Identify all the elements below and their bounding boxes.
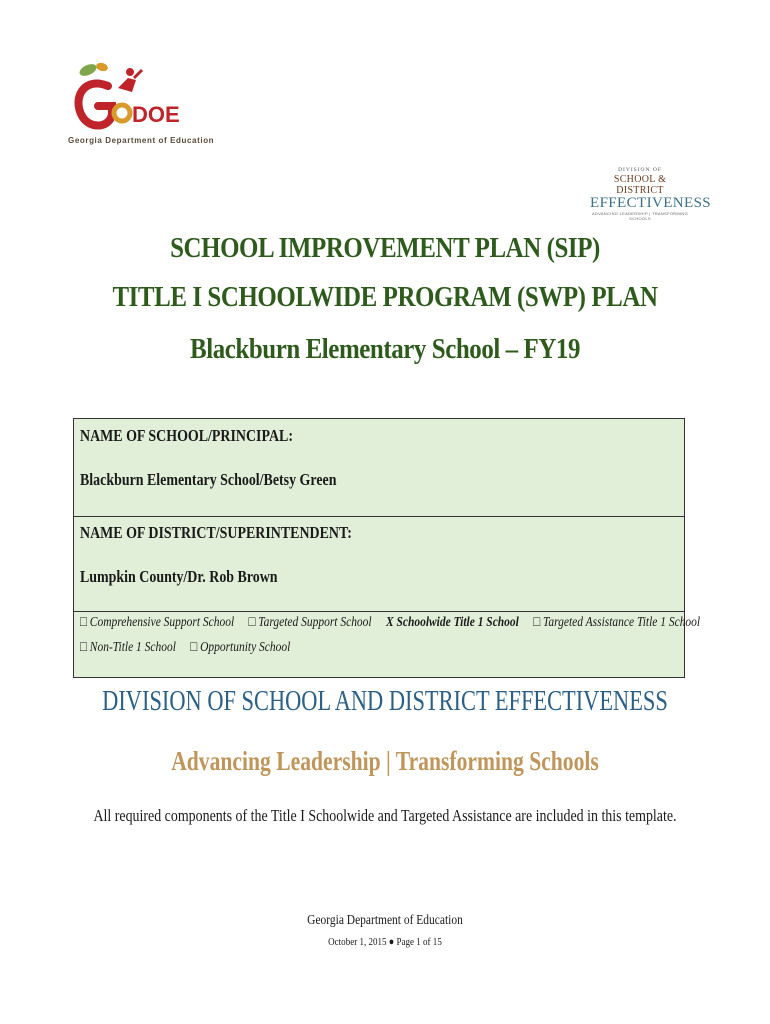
district-row (74, 516, 684, 612)
option-comprehensive: □ Comprehensive Support School (80, 615, 235, 630)
district-value: Lumpkin County/Dr. Rob Brown (80, 567, 278, 586)
division-heading: DIVISION OF SCHOOL AND DISTRICT EFFECTIVENESS (102, 686, 668, 717)
option-non-title: □ Non-Title 1 School (80, 640, 176, 655)
division-logo-line1: DIVISION OF (618, 167, 662, 173)
template-note: All required components of the Title I Schoolwide and Targeted Assistance are included in this template. (93, 806, 677, 825)
title-sip: SCHOOL IMPROVEMENT PLAN (SIP) (170, 232, 600, 264)
school-type-line-2 (80, 640, 302, 656)
school-row (74, 419, 684, 517)
option-targeted-assistance: □ Targeted Assistance Title 1 School (533, 615, 701, 630)
gadoe-logo (66, 58, 215, 150)
footer-org: Georgia Department of Education (307, 913, 463, 928)
option-schoolwide: X Schoolwide Title 1 School (385, 615, 519, 630)
division-logo-line3: EFFECTIVENESS (590, 195, 712, 211)
gadoe-logo-graphic (66, 58, 186, 138)
division-logo-line4: ADVANCING LEADERSHIP | TRANSFORMING SCHOOLS (592, 211, 688, 221)
option-targeted: □ Targeted Support School (248, 615, 372, 630)
school-label: NAME OF SCHOOL/PRINCIPAL: (80, 426, 293, 445)
logo-caption: Georgia Department of Education (68, 136, 215, 145)
tagline: Advancing Leadership | Transforming Schools (171, 746, 599, 776)
division-logo (590, 167, 712, 221)
school-type-row (74, 611, 701, 679)
school-value: Blackburn Elementary School/Betsy Green (80, 470, 337, 489)
school-type-line-1 (80, 615, 712, 631)
footer-date-page: October 1, 2015 ● Page 1 of 15 (328, 936, 442, 948)
title-school: Blackburn Elementary School – FY19 (190, 333, 580, 365)
district-label: NAME OF DISTRICT/SUPERINTENDENT: (80, 523, 352, 542)
svg-text:DOE: DOE (132, 102, 180, 127)
division-logo-line2: SCHOOL & DISTRICT (613, 174, 667, 196)
option-opportunity: □ Opportunity School (190, 640, 291, 655)
title-swp: TITLE I SCHOOLWIDE PROGRAM (SWP) PLAN (112, 281, 658, 313)
info-box (73, 418, 701, 678)
